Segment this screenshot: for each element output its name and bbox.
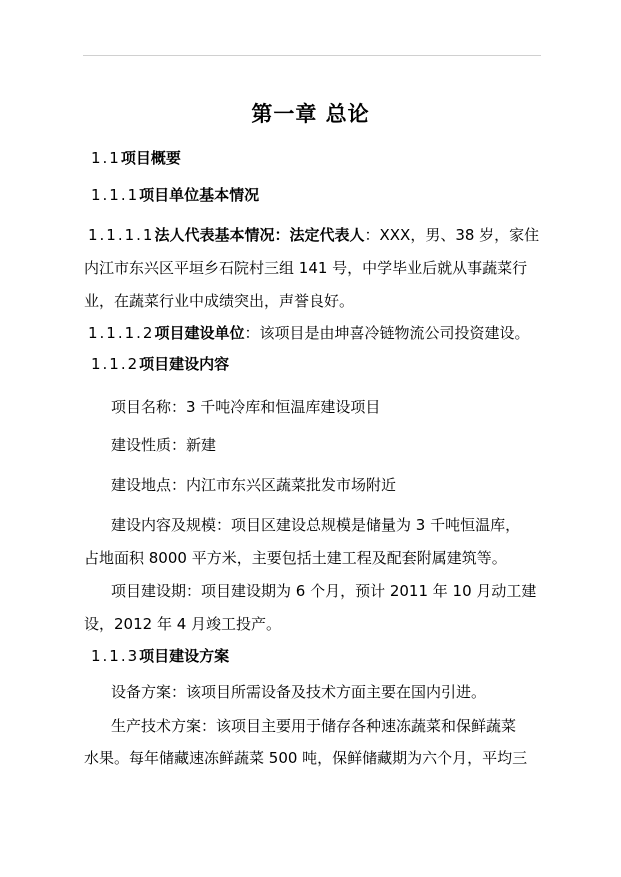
legal-rep-line-2: 内江市东兴区平垣乡石院村三组 141 号，中学毕业后就从事蔬菜行 — [84, 259, 528, 277]
legal-rep-line-1 — [88, 224, 539, 245]
section-number: 1.1 — [91, 149, 121, 167]
section-number: 1.1.1 — [91, 186, 140, 204]
legal-rep-text: ：XXX，男、38 岁，家住 — [364, 226, 540, 244]
chapter-title: 第一章 总论 — [251, 102, 370, 126]
section-number: 1.1.1.1 — [88, 226, 155, 244]
section-number: 1.1.1.2 — [88, 324, 155, 342]
legal-rep-line-3: 业，在蔬菜行业中成绩突出，声誉良好。 — [84, 292, 355, 310]
section-number: 1.1.3 — [91, 647, 140, 665]
period-line-2: 设，2012 年 4 月竣工投产。 — [84, 615, 282, 633]
header-rule — [83, 55, 541, 56]
build-location: 建设地点：内江市东兴区蔬菜批发市场附近 — [111, 476, 397, 494]
section-title: 项目单位基本情况 — [139, 186, 260, 204]
section-1-1-heading — [91, 147, 181, 168]
section-title: 项目建设内容 — [139, 355, 230, 373]
tech-plan-line-2: 水果。每年储藏速冻鲜蔬菜 500 吨，保鲜储藏期为六个月，平均三 — [84, 749, 528, 767]
section-1-1-3-heading — [91, 645, 229, 666]
legal-rep-label: 法人代表基本情况：法定代表人 — [154, 226, 365, 244]
equipment-plan: 设备方案：该项目所需设备及技术方面主要在国内引进。 — [111, 683, 487, 701]
project-unit-label: 项目建设单位 — [154, 324, 245, 342]
section-1-1-2-heading — [91, 353, 229, 374]
build-nature: 建设性质：新建 — [111, 436, 217, 454]
tech-plan-line-1: 生产技术方案：该项目主要用于储存各种速冻蔬菜和保鲜蔬菜 — [111, 717, 517, 735]
period-line-1: 项目建设期：项目建设期为 6 个月，预计 2011 年 10 月动工建 — [111, 582, 537, 600]
scope-line-2: 占地面积 8000 平方米，主要包括土建工程及配套附属建筑等。 — [84, 549, 507, 567]
section-1-1-1-heading — [91, 184, 259, 205]
section-number: 1.1.2 — [91, 355, 140, 373]
scope-line-1: 建设内容及规模：项目区建设总规模是储量为 3 千吨恒温库， — [111, 516, 521, 534]
project-unit-text: ：该项目是由坤喜冷链物流公司投资建设。 — [244, 324, 530, 342]
section-title: 项目建设方案 — [139, 647, 230, 665]
section-title: 项目概要 — [120, 149, 181, 167]
project-name: 项目名称：3 千吨冷库和恒温库建设项目 — [111, 398, 381, 416]
project-unit-line — [88, 322, 530, 343]
